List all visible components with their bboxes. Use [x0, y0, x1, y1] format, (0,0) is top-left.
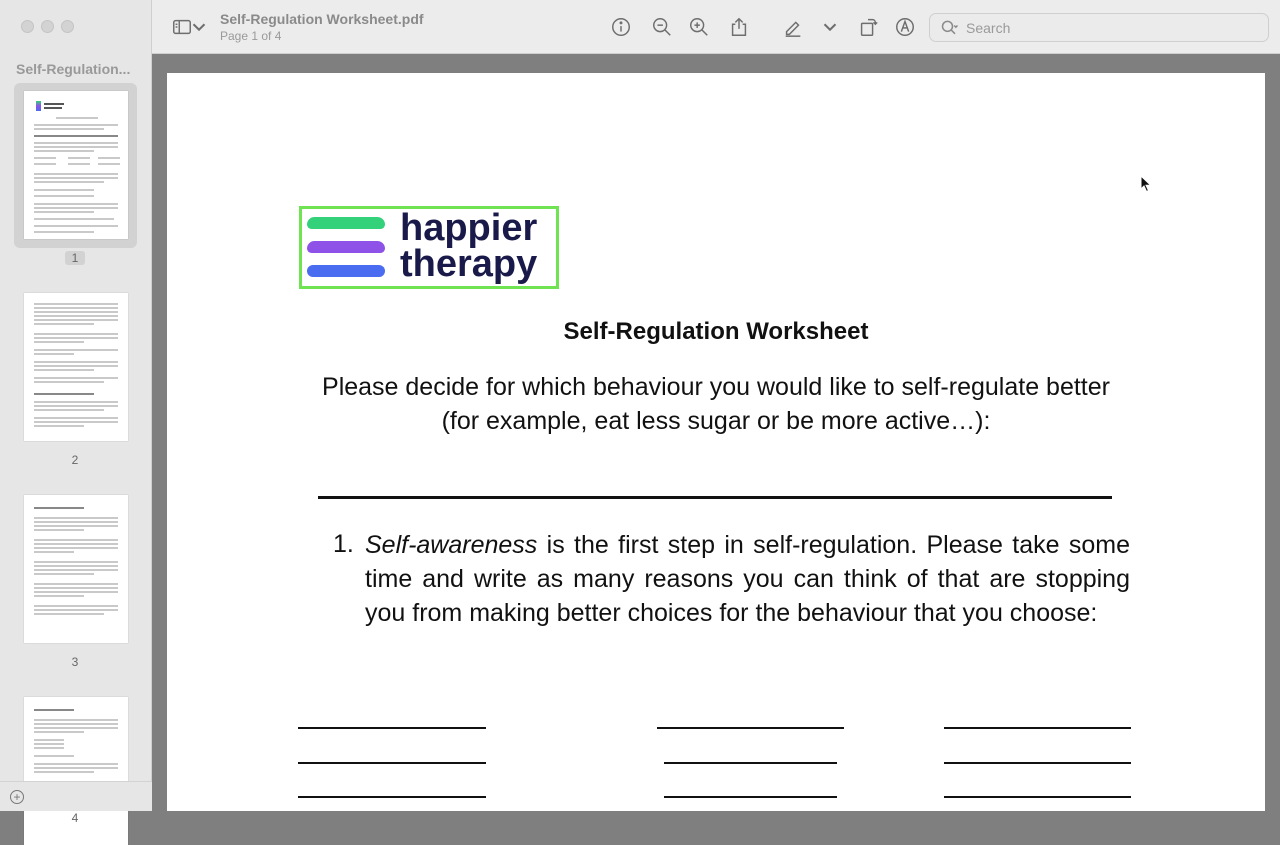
sidebar-title: Self-Regulation...	[16, 61, 131, 77]
page-number-4[interactable]: 4	[71, 811, 79, 825]
question-1-text	[365, 528, 1130, 630]
blank-line	[298, 762, 486, 764]
zoom-window-button[interactable]	[61, 20, 74, 33]
search-icon	[936, 14, 964, 42]
page-thumbnail-image	[24, 91, 128, 239]
zoom-out-icon[interactable]	[650, 15, 674, 39]
page-thumbnail-2[interactable]	[14, 286, 137, 446]
sidebar	[0, 0, 152, 825]
blank-line	[944, 796, 1131, 798]
page-number-1[interactable]: 1	[65, 251, 85, 265]
blank-line	[944, 762, 1131, 764]
worksheet-title: Self-Regulation Worksheet	[563, 318, 869, 345]
intro-line-1: Please decide for which behaviour you would like to self-regulate better	[322, 373, 1110, 401]
logo-text-line1: happier	[400, 207, 538, 249]
happier-therapy-logo	[299, 206, 559, 289]
minimize-window-button[interactable]	[41, 20, 54, 33]
blank-line	[298, 727, 486, 729]
sidebar-footer	[0, 781, 152, 811]
thumbnail-logo-icon	[36, 101, 41, 111]
page-thumbnail-3[interactable]	[14, 488, 137, 648]
question-1-italic-lead: Self-awareness	[365, 531, 538, 559]
question-1-number: 1.	[333, 530, 354, 558]
rotate-icon[interactable]	[856, 15, 880, 39]
page-number-3[interactable]: 3	[71, 655, 79, 669]
document-title: Self-Regulation Worksheet.pdf	[220, 11, 424, 27]
blank-line	[944, 727, 1131, 729]
search-input[interactable]	[966, 20, 1246, 36]
pdf-page	[167, 73, 1265, 811]
markup-icon[interactable]	[893, 15, 917, 39]
add-page-icon[interactable]: +	[10, 790, 24, 804]
logo-purple-stripe	[307, 241, 385, 253]
page-thumbnail-1[interactable]	[14, 83, 137, 248]
zoom-in-icon[interactable]	[687, 15, 711, 39]
search-field[interactable]	[929, 13, 1269, 42]
question-1-body: is the first step in self-regulation. Please take some time and write as many reasons you can think of that are stopping you from making better choices for the behaviour that you choose:	[365, 531, 1130, 627]
blank-line	[298, 796, 486, 798]
page-number-2[interactable]: 2	[71, 453, 79, 467]
intro-line-2: (for example, eat less sugar or be more active…):	[441, 407, 991, 435]
highlight-pen-icon[interactable]	[781, 15, 805, 39]
logo-text-line2: therapy	[400, 243, 538, 285]
chevron-down-icon[interactable]	[192, 15, 206, 39]
pointer-cursor-icon	[1140, 175, 1152, 198]
answer-line	[318, 496, 1112, 499]
page-indicator: Page 1 of 4	[220, 29, 282, 43]
share-icon[interactable]	[727, 15, 751, 39]
page-thumbnail-image	[24, 293, 128, 441]
blank-line	[657, 727, 844, 729]
close-window-button[interactable]	[21, 20, 34, 33]
logo-blue-stripe	[307, 265, 385, 277]
page-thumbnail-image	[24, 495, 128, 643]
page-thumbnail-4[interactable]	[14, 690, 137, 781]
blank-line	[664, 762, 837, 764]
blank-line	[664, 796, 837, 798]
logo-green-stripe	[307, 217, 385, 229]
info-icon[interactable]	[609, 15, 633, 39]
chevron-down-icon[interactable]	[822, 15, 838, 39]
